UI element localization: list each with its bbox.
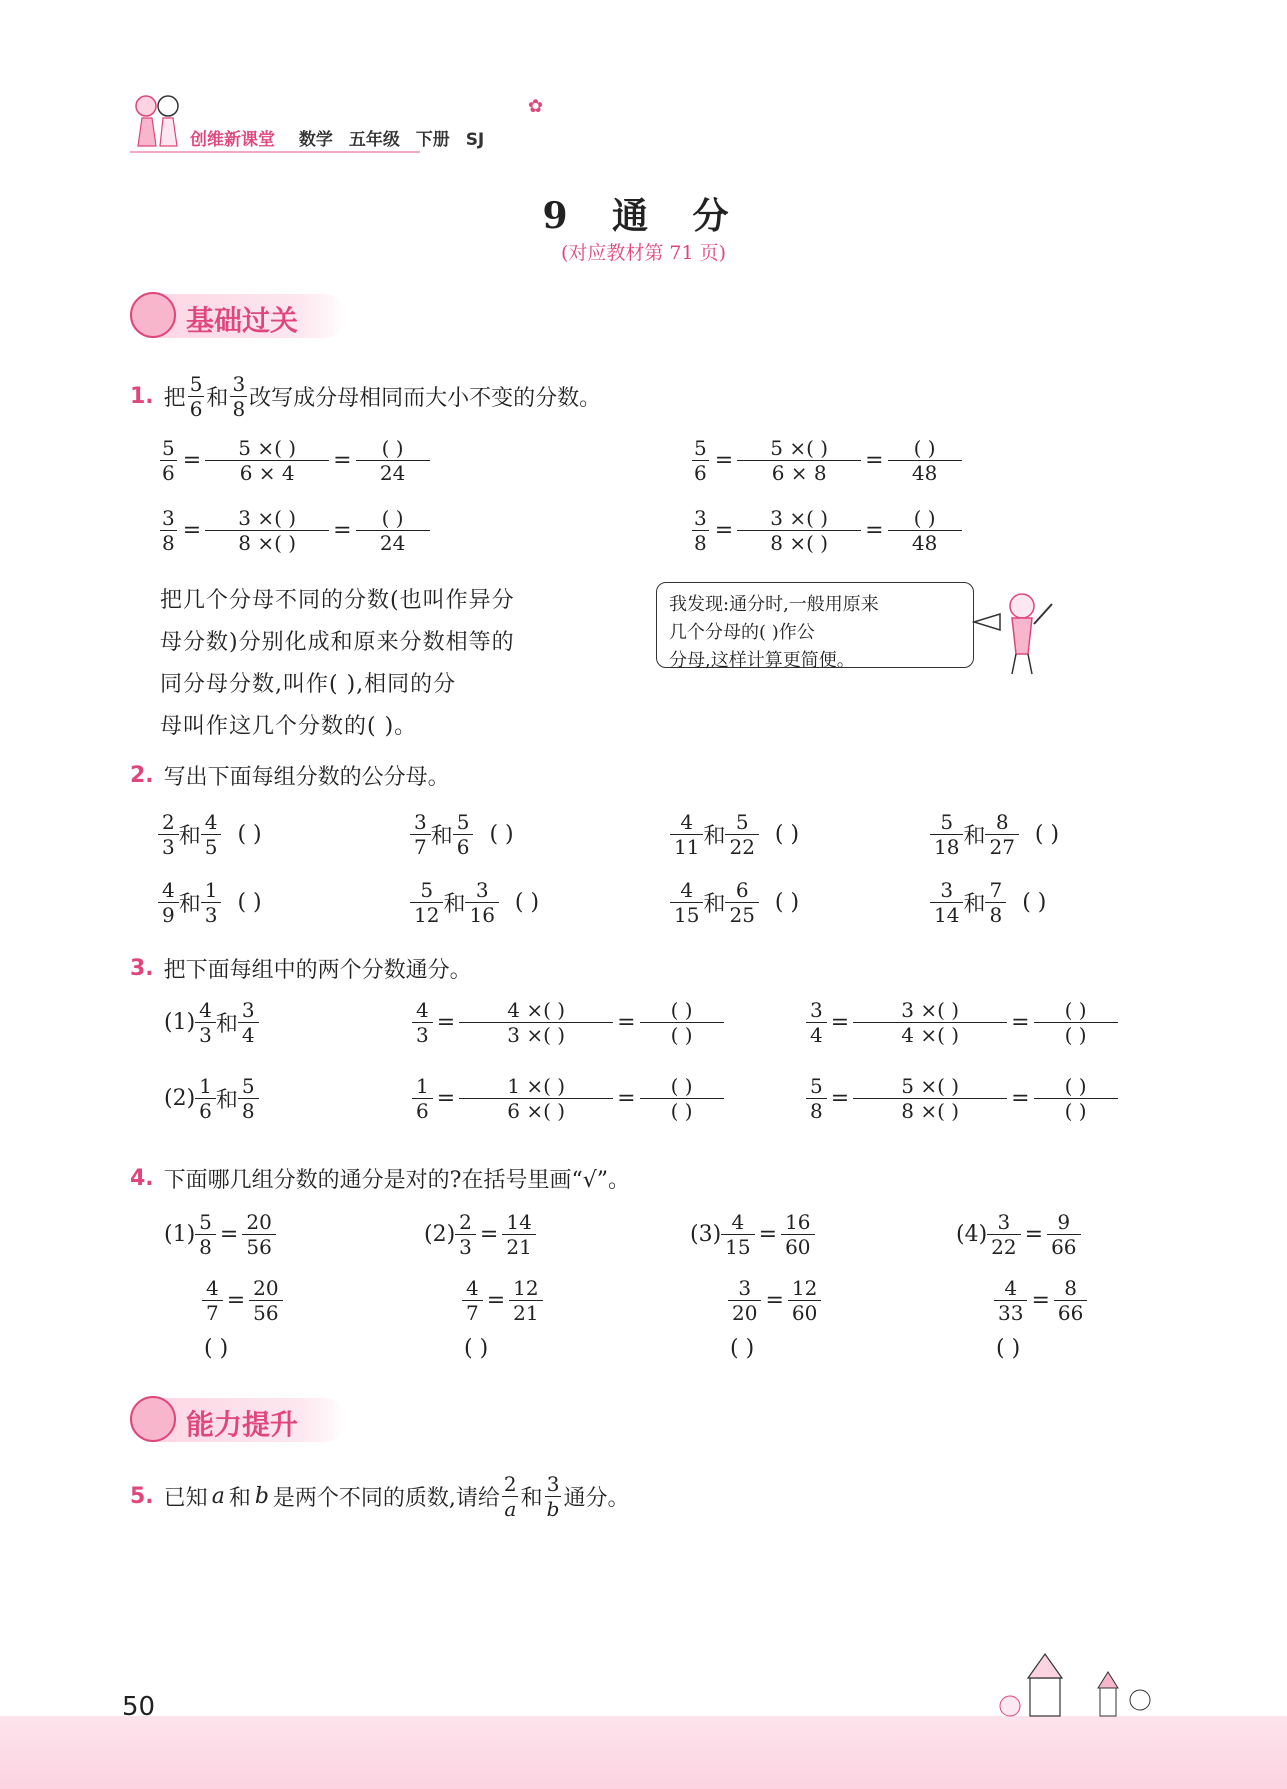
fraction xyxy=(204,1276,221,1325)
flower-icon: ✿ xyxy=(528,96,544,117)
answer-blank[interactable]: 3 ×( ) xyxy=(238,506,297,530)
denominator: 4 xyxy=(806,1022,827,1047)
fraction xyxy=(1049,1210,1078,1259)
denominator: 3 xyxy=(455,1234,476,1259)
fraction xyxy=(203,878,220,927)
section-banner-basic xyxy=(130,294,346,338)
q2-item xyxy=(158,810,262,859)
fraction xyxy=(1036,998,1116,1047)
answer-blank[interactable]: ( ) xyxy=(489,822,514,847)
fraction xyxy=(642,998,722,1047)
fraction xyxy=(1056,1276,1085,1325)
join-text: 和 xyxy=(178,824,201,849)
denominator: 5 xyxy=(201,834,222,859)
numerator: 3 xyxy=(738,1276,752,1300)
page-number: 50 xyxy=(122,1692,156,1722)
equals-sign: = xyxy=(436,1010,456,1035)
fraction xyxy=(932,878,961,927)
numerator: 4 xyxy=(416,998,429,1022)
answer-blank[interactable]: ( ) xyxy=(640,1022,724,1047)
q3-number: 3. xyxy=(130,956,154,981)
answer-blank[interactable]: ( ) xyxy=(1034,1022,1118,1047)
numerator: 2 xyxy=(162,810,175,834)
numerator: 4 xyxy=(204,810,218,834)
fraction xyxy=(1036,1074,1116,1123)
fraction xyxy=(790,1276,819,1325)
fraction xyxy=(414,1074,431,1123)
item-label: (4) xyxy=(956,1222,988,1247)
denominator: 20 xyxy=(728,1300,761,1325)
fraction xyxy=(251,1276,280,1325)
answer-blank[interactable]: ( ) xyxy=(1034,1098,1118,1123)
answer-blank[interactable]: ( ) xyxy=(381,506,404,530)
denominator: 56 xyxy=(242,1234,275,1259)
q4-number: 4. xyxy=(130,1166,154,1191)
fraction xyxy=(672,878,701,927)
fraction: $\frac{3}{b}$ xyxy=(546,1472,560,1521)
q2-item xyxy=(930,810,1059,859)
bubble-line: 分母,这样计算更简便。 xyxy=(669,650,855,671)
answer-blank[interactable]: 8 ×( ) xyxy=(853,1098,1007,1123)
fraction xyxy=(464,1276,481,1325)
fraction xyxy=(987,878,1004,927)
numerator: 4 xyxy=(680,810,694,834)
q4-text: 下面哪几组分数的通分是对的?在括号里画“√”。 xyxy=(163,1168,630,1193)
q5-text-4: 和 xyxy=(520,1486,543,1511)
fraction: $\frac{2}{a}$ xyxy=(503,1472,517,1521)
header-divider xyxy=(130,151,420,153)
fraction xyxy=(808,1074,825,1123)
fraction xyxy=(730,1276,759,1325)
numerator: 5 xyxy=(735,810,749,834)
numerator: 3 xyxy=(997,1210,1011,1234)
q1-equation-right-1: $\frac{5}{6}$ = $\frac{5 \times( )}{6 \times 8}$ = $\frac{( )}{48}$ xyxy=(690,436,962,485)
denominator: 56 xyxy=(249,1300,282,1325)
q3-prompt xyxy=(130,953,472,984)
equals-sign: = xyxy=(219,1222,239,1247)
denominator: 66 xyxy=(1054,1300,1087,1325)
pencil-character-illustration xyxy=(972,584,1068,680)
fraction xyxy=(414,998,431,1047)
fraction xyxy=(723,1210,752,1259)
denominator: 7 xyxy=(462,1300,483,1325)
answer-blank[interactable]: ( ) xyxy=(670,998,693,1022)
numerator: 5 xyxy=(241,1074,255,1098)
q2-item xyxy=(930,878,1046,927)
q1-text-3: 改写成分母相同而大小不变的分数。 xyxy=(249,386,602,411)
fraction xyxy=(197,998,214,1047)
denominator: 9 xyxy=(158,902,179,927)
q5-text-5: 通分。 xyxy=(563,1486,630,1511)
denominator: 3 xyxy=(412,1022,433,1047)
lesson-subtitle: (对应教材第 71 页) xyxy=(560,242,727,264)
fraction xyxy=(808,998,825,1047)
numerator: 4 xyxy=(466,1276,479,1300)
volume: 下册 xyxy=(415,130,450,150)
numerator: 4 xyxy=(162,878,175,902)
fraction xyxy=(240,998,257,1047)
equals-sign: = xyxy=(226,1288,246,1313)
fraction xyxy=(642,1074,722,1123)
q1-equation-left-1: $\frac{5}{6}$ = $\frac{5 \times( )}{6 \times 4}$ = $\frac{( )}{24}$ xyxy=(158,436,430,485)
q1-text-2: 和 xyxy=(206,386,229,411)
denominator: 6 xyxy=(453,834,474,859)
numerator: 9 xyxy=(1057,1210,1071,1234)
answer-blank[interactable]: 5 ×( ) xyxy=(770,436,829,460)
denominator: 60 xyxy=(788,1300,821,1325)
q5-text-2: 和 xyxy=(228,1486,251,1511)
denominator: 12 xyxy=(410,902,443,927)
denominator: 11 xyxy=(670,834,703,859)
q1-equation-right-2: $\frac{3}{8}$ = $\frac{3 \times( )}{8 \times( )}$ = $\frac{( )}{48}$ xyxy=(690,506,962,555)
q4-equation xyxy=(202,1276,283,1325)
answer-blank[interactable]: 4 ×( ) xyxy=(507,998,566,1022)
denominator: 14 xyxy=(930,902,963,927)
numerator: 5 xyxy=(940,810,954,834)
numerator: 4 xyxy=(206,1276,219,1300)
answer-blank[interactable]: 4 ×( ) xyxy=(853,1022,1007,1047)
join-text: 和 xyxy=(703,892,726,917)
equals-sign: = xyxy=(479,1222,499,1247)
answer-blank[interactable]: 8 ×( ) xyxy=(205,530,329,555)
numerator: 3 xyxy=(414,810,427,834)
answer-blank[interactable]: 1 ×( ) xyxy=(507,1074,566,1098)
item-label: (2) xyxy=(164,1086,196,1111)
fraction: $\frac{5}{6}$ xyxy=(189,372,203,421)
join-text: 和 xyxy=(703,824,726,849)
fraction xyxy=(727,878,756,927)
denominator: 8 xyxy=(238,1098,259,1123)
answer-blank[interactable]: ( ) xyxy=(640,1098,724,1123)
equals-sign: = xyxy=(617,1010,636,1035)
join-text: 和 xyxy=(178,892,201,917)
q4-equation xyxy=(690,1210,815,1259)
answer-blank[interactable]: ( ) xyxy=(237,822,262,847)
globe-icon xyxy=(130,292,176,338)
numerator: 5 xyxy=(810,1074,823,1098)
section-title-basic: 基础过关 xyxy=(186,304,299,337)
bubble-line: 我发现:通分时,一般用原来 xyxy=(669,594,879,615)
q5-prompt xyxy=(130,1472,630,1521)
denominator: 3 xyxy=(158,834,179,859)
numerator: 16 xyxy=(785,1210,811,1234)
numerator: 20 xyxy=(246,1210,272,1234)
numerator: 3 xyxy=(940,878,954,902)
item-label: (2) xyxy=(424,1222,456,1247)
denominator: 27 xyxy=(985,834,1018,859)
fraction xyxy=(455,810,472,859)
check-blank[interactable]: ( ) xyxy=(464,1336,489,1361)
numerator: 20 xyxy=(253,1276,279,1300)
fraction xyxy=(783,1210,812,1259)
denominator: 4 xyxy=(238,1022,259,1047)
var-a: a xyxy=(211,1484,225,1509)
equals-sign: = xyxy=(1024,1222,1044,1247)
check-blank[interactable]: ( ) xyxy=(730,1336,755,1361)
equals-sign: = xyxy=(1011,1010,1030,1035)
q2-item xyxy=(410,878,539,927)
paragraph-line: 母分数)分别化成和原来分数相等的 xyxy=(160,630,515,655)
fraction xyxy=(412,810,429,859)
answer-blank[interactable]: ( ) xyxy=(1064,1074,1087,1098)
answer-blank[interactable]: ( ) xyxy=(774,890,800,915)
q2-item xyxy=(670,810,799,859)
q4-equation xyxy=(424,1210,536,1259)
fraction xyxy=(160,878,177,927)
fraction xyxy=(989,1210,1018,1259)
numerator: 12 xyxy=(791,1276,818,1300)
answer-blank[interactable]: 3 ×( ) xyxy=(459,1022,613,1047)
fraction xyxy=(461,998,611,1047)
q3-equation xyxy=(412,1074,724,1123)
paragraph-line: 把几个分母不同的分数(也叫作异分 xyxy=(160,588,515,613)
q1-definition-paragraph xyxy=(160,580,595,748)
answer-blank[interactable]: ( ) xyxy=(670,1074,693,1098)
header xyxy=(190,125,494,150)
answer-blank[interactable]: ( ) xyxy=(913,436,936,460)
q1-prompt xyxy=(130,372,601,421)
answer-blank[interactable]: ( ) xyxy=(913,506,936,530)
q4-equation xyxy=(956,1210,1081,1259)
denominator: 18 xyxy=(930,834,963,859)
answer-blank[interactable]: 3 ×( ) xyxy=(901,998,960,1022)
var-b: b xyxy=(254,1484,269,1509)
numerator: 14 xyxy=(506,1210,532,1234)
numerator: 3 xyxy=(241,998,255,1022)
equals-sign: = xyxy=(1031,1288,1050,1313)
section-banner-advanced xyxy=(130,1398,346,1442)
q3-pair xyxy=(164,998,259,1047)
fraction xyxy=(504,1210,533,1259)
answer-blank[interactable]: ( ) xyxy=(381,436,404,460)
fraction xyxy=(197,1210,214,1259)
q4-equation xyxy=(728,1276,821,1325)
item-label: (1) xyxy=(164,1010,196,1035)
equals-sign: = xyxy=(830,1086,850,1111)
fraction xyxy=(987,810,1016,859)
q2-item xyxy=(670,878,799,927)
denominator: 60 xyxy=(781,1234,814,1259)
q2-text: 写出下面每组分数的公分母。 xyxy=(163,765,450,790)
subject: 数学 xyxy=(298,130,333,150)
join-text: 和 xyxy=(215,1012,238,1037)
denominator: 8 xyxy=(195,1234,216,1259)
numerator: 8 xyxy=(1064,1276,1077,1300)
lesson-title: 9 通 分 xyxy=(542,195,745,237)
q3-equation xyxy=(806,998,1118,1047)
q5-text-3: 是两个不同的质数,请给 xyxy=(272,1486,500,1511)
fraction xyxy=(467,878,496,927)
numerator: 4 xyxy=(199,998,212,1022)
numerator: 12 xyxy=(513,1276,539,1300)
denominator: 15 xyxy=(721,1234,754,1259)
q3-text: 把下面每组中的两个分数通分。 xyxy=(163,958,472,983)
answer-blank[interactable]: 6 ×( ) xyxy=(459,1098,613,1123)
numerator: 4 xyxy=(731,1210,745,1234)
q2-item xyxy=(158,878,262,927)
fraction xyxy=(203,810,220,859)
denominator: 7 xyxy=(410,834,431,859)
equals-sign: = xyxy=(830,1010,850,1035)
q1-equation-left-2: $\frac{3}{8}$ = $\frac{3 \times( )}{8 \times( )}$ = $\frac{( )}{24}$ xyxy=(158,506,430,555)
header-kids-illustration xyxy=(126,86,190,150)
answer-blank[interactable]: 8 ×( ) xyxy=(737,530,861,555)
equals-sign: = xyxy=(1011,1086,1030,1111)
numerator: 1 xyxy=(204,878,218,902)
item-label: (1) xyxy=(164,1222,196,1247)
denominator: 7 xyxy=(202,1300,223,1325)
q2-number: 2. xyxy=(130,763,154,788)
fraction: $\frac{3}{8}$ xyxy=(232,372,246,421)
answer-blank[interactable]: ( ) xyxy=(514,890,540,915)
discovery-speech-bubble xyxy=(656,582,974,671)
fraction xyxy=(457,1210,474,1259)
numerator: 5 xyxy=(199,1210,212,1234)
answer-blank[interactable]: 5 ×( ) xyxy=(238,436,297,460)
answer-blank[interactable]: 3 ×( ) xyxy=(770,506,829,530)
fraction xyxy=(244,1210,273,1259)
numerator: 1 xyxy=(416,1074,429,1098)
q1-number: 1. xyxy=(130,384,154,409)
q3-pair xyxy=(164,1074,259,1123)
numerator: 7 xyxy=(989,878,1003,902)
q4-equation xyxy=(994,1276,1087,1325)
join-text: 和 xyxy=(430,824,453,849)
fraction xyxy=(672,810,701,859)
brand-name: 创维新课堂 xyxy=(190,130,275,150)
join-text: 和 xyxy=(215,1088,238,1113)
check-blank[interactable]: ( ) xyxy=(996,1336,1021,1361)
denominator: 6 xyxy=(195,1098,216,1123)
denominator: 21 xyxy=(509,1300,542,1325)
paragraph-line[interactable]: 同分母分数,叫作( ),相同的分 xyxy=(160,672,457,697)
equals-sign: = xyxy=(765,1288,784,1313)
numerator: 1 xyxy=(199,1074,212,1098)
check-blank[interactable]: ( ) xyxy=(204,1336,229,1361)
fraction xyxy=(197,1074,214,1123)
numerator: 3 xyxy=(810,998,823,1022)
denominator: 21 xyxy=(502,1234,535,1259)
numerator: 5 xyxy=(456,810,470,834)
answer-blank[interactable]: ( ) xyxy=(1034,822,1060,847)
fraction xyxy=(240,1074,257,1123)
join-text: 和 xyxy=(963,824,986,849)
denominator: 8 xyxy=(985,902,1006,927)
fraction xyxy=(511,1276,540,1325)
fraction xyxy=(412,878,441,927)
edition: SJ xyxy=(465,130,485,150)
q5-number: 5. xyxy=(130,1484,154,1509)
denominator: 66 xyxy=(1047,1234,1080,1259)
castle-illustration xyxy=(990,1648,1170,1718)
denominator: 6 xyxy=(412,1098,433,1123)
denominator: 8 xyxy=(806,1098,827,1123)
answer-blank[interactable]: ( ) xyxy=(237,890,262,915)
numerator: 3 xyxy=(475,878,489,902)
denominator: 22 xyxy=(987,1234,1020,1259)
numerator: 2 xyxy=(459,1210,472,1234)
denominator: 16 xyxy=(465,902,498,927)
q5-text-1: 已知 xyxy=(163,1486,208,1511)
paragraph-line[interactable]: 母叫作这几个分数的( )。 xyxy=(160,714,418,739)
q2-prompt xyxy=(130,760,450,791)
numerator: 4 xyxy=(1004,1276,1018,1300)
fraction xyxy=(855,998,1005,1047)
join-text: 和 xyxy=(443,892,466,917)
grade: 五年级 xyxy=(348,130,400,150)
globe-icon xyxy=(130,1396,176,1442)
q3-equation xyxy=(412,998,724,1047)
numerator: 8 xyxy=(995,810,1009,834)
q4-equation xyxy=(164,1210,276,1259)
equals-sign: = xyxy=(436,1086,456,1111)
answer-blank[interactable]: ( ) xyxy=(774,822,800,847)
section-title-advanced: 能力提升 xyxy=(186,1408,299,1441)
fraction xyxy=(932,810,961,859)
answer-blank[interactable]: ( ) xyxy=(1064,998,1087,1022)
denominator: 3 xyxy=(195,1022,216,1047)
equals-sign: = xyxy=(758,1222,778,1247)
answer-blank[interactable]: 5 ×( ) xyxy=(901,1074,960,1098)
fraction xyxy=(855,1074,1005,1123)
answer-blank[interactable]: ( ) xyxy=(1022,890,1047,915)
fraction xyxy=(996,1276,1025,1325)
denominator: 3 xyxy=(201,902,222,927)
denominator: 15 xyxy=(670,902,703,927)
footer-band xyxy=(0,1716,1287,1789)
q4-prompt xyxy=(130,1163,630,1194)
denominator: 25 xyxy=(725,902,758,927)
denominator: 22 xyxy=(725,834,758,859)
join-text: 和 xyxy=(963,892,986,917)
q4-equation xyxy=(462,1276,543,1325)
item-label: (3) xyxy=(690,1222,722,1247)
numerator: 6 xyxy=(735,878,749,902)
q1-text-1: 把 xyxy=(163,386,186,411)
numerator: 5 xyxy=(420,878,434,902)
equals-sign: = xyxy=(486,1288,506,1313)
denominator: 33 xyxy=(994,1300,1027,1325)
fraction xyxy=(727,810,756,859)
fraction xyxy=(160,810,177,859)
fraction xyxy=(461,1074,611,1123)
equals-sign: = xyxy=(617,1086,636,1111)
numerator: 4 xyxy=(680,878,694,902)
q3-equation xyxy=(806,1074,1118,1123)
bubble-line[interactable]: 几个分母的( )作公 xyxy=(669,622,815,643)
q2-item xyxy=(410,810,514,859)
